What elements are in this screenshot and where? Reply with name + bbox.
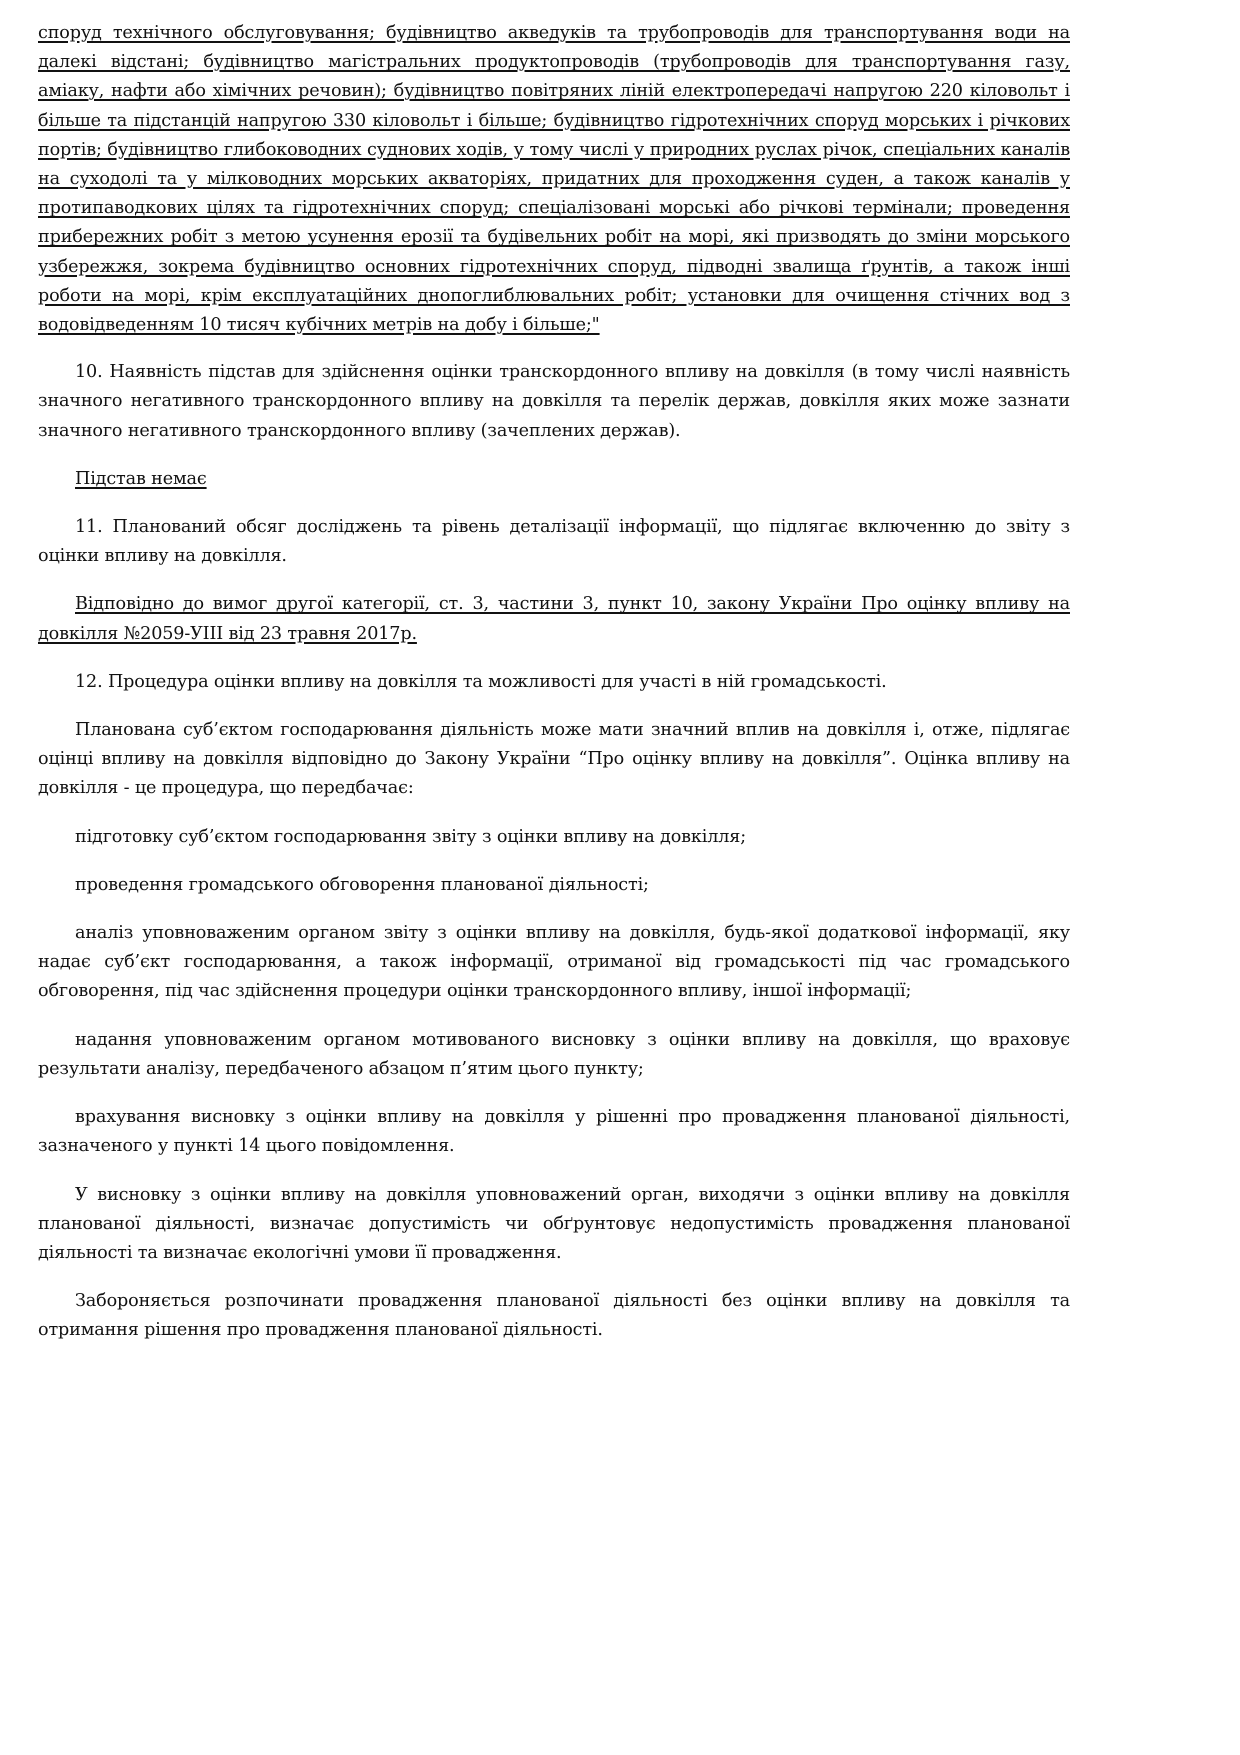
section-10-heading: 10. Наявність підстав для здійснення оцінки транскордонного впливу на довкілля (в тому числі наявність значного негативного транскордонного впливу на довкілля та перелік держав, довкілля яких може зазнати значного негативного транскордонного впливу (зачеплених держав). [38,362,1070,441]
section-12-heading: 12. Процедура оцінки впливу на довкілля та можливості для участі в ній громадськості. [75,671,887,692]
section-11-answer [38,590,1070,648]
section-11-heading: 11. Планований обсяг досліджень та рівень деталізації інформації, що підлягає включенню до звіту з оцінки впливу на довкілля. [38,517,1070,567]
document-page [38,19,1070,1365]
section-12-prohibition: Забороняється розпочинати провадження планованої діяльності без оцінки впливу на довкілля та отримання рішення про провадження планованої діяльності. [38,1291,1070,1341]
underlined-text: Підстав немає [75,468,207,489]
paragraph-continuation-list [38,19,1070,340]
section-12-item: підготовку суб’єктом господарювання звіту з оцінки впливу на довкілля; [75,826,747,847]
section-12-intro: Планована суб’єктом господарювання діяльність може мати значний вплив на довкілля і, отже, підлягає оцінці впливу на довкілля відповідно до Закону України “Про оцінку впливу на довкілля”. Оцінка впливу на довкілля - це процедура, що передбачає: [38,720,1070,799]
underlined-text: Відповідно до вимог другої категорії, ст. 3, частини 3, пункт 10, закону України Про оцінку впливу на довкілля №2059-УІІІ від 23 травня 2017р. [38,594,1070,644]
section-10-answer [38,465,1070,494]
section-12-item: надання уповноваженим органом мотивованого висновку з оцінки впливу на довкілля, що враховує результати аналізу, передбаченого абзацом п’ятим цього пункту; [38,1029,1070,1079]
section-12-item: аналіз уповноваженим органом звіту з оцінки впливу на довкілля, будь-якої додаткової інформації, яку надає суб’єкт господарювання, а також інформації, отриманої від громадськості під час громадського обговорення, під час здійснення процедури оцінки транскордонного впливу, іншої інформації; [38,923,1070,1002]
section-12-conclusion: У висновку з оцінки впливу на довкілля уповноважений орган, виходячи з оцінки впливу на довкілля планованої діяльності, визначає допустимість чи обґрунтовує недопустимість провадження планованої діяльності та визначає екологічні умови її провадження. [38,1184,1070,1263]
section-12-item: врахування висновку з оцінки впливу на довкілля у рішенні про провадження планованої діяльності, зазначеного у пункті 14 цього повідомлення. [38,1107,1070,1157]
underlined-text: споруд технічного обслуговування; будівництво акведуків та трубопроводів для транспортування води на далекі відстані; будівництво магістральних продуктопроводів (трубопроводів для транспортування газу, аміаку, нафти або хімічних речовин); будівництво повітряних ліній електропередачі напругою 220 кіловольт і більше та підстанцій напругою 330 кіловольт і більше; будівництво гідротехнічних споруд морських і річкових портів; будівництво глибоководних суднових ходів, у тому числі у природних руслах річок, спеціальних каналів на суходолі та у мілководних морських акваторіях, придатних для проходження суден, а також каналів у протипаводкових цілях та гідротехнічних споруд; спеціалізовані морські або річкові термінали; проведення прибережних робіт з метою усунення ерозії та будівельних робіт на морі, які призводять до зміни морського узбережжя, зокрема будівництво основних гідротехнічних споруд, підводні звалища ґрунтів, а також інші роботи на морі, крім експлуатаційних днопоглиблювальних робіт; установки для очищення стічних вод з водовідведенням 10 тисяч кубічних метрів на добу і більше;" [38,23,1070,336]
section-12-item: проведення громадського обговорення планованої діяльності; [75,874,649,895]
